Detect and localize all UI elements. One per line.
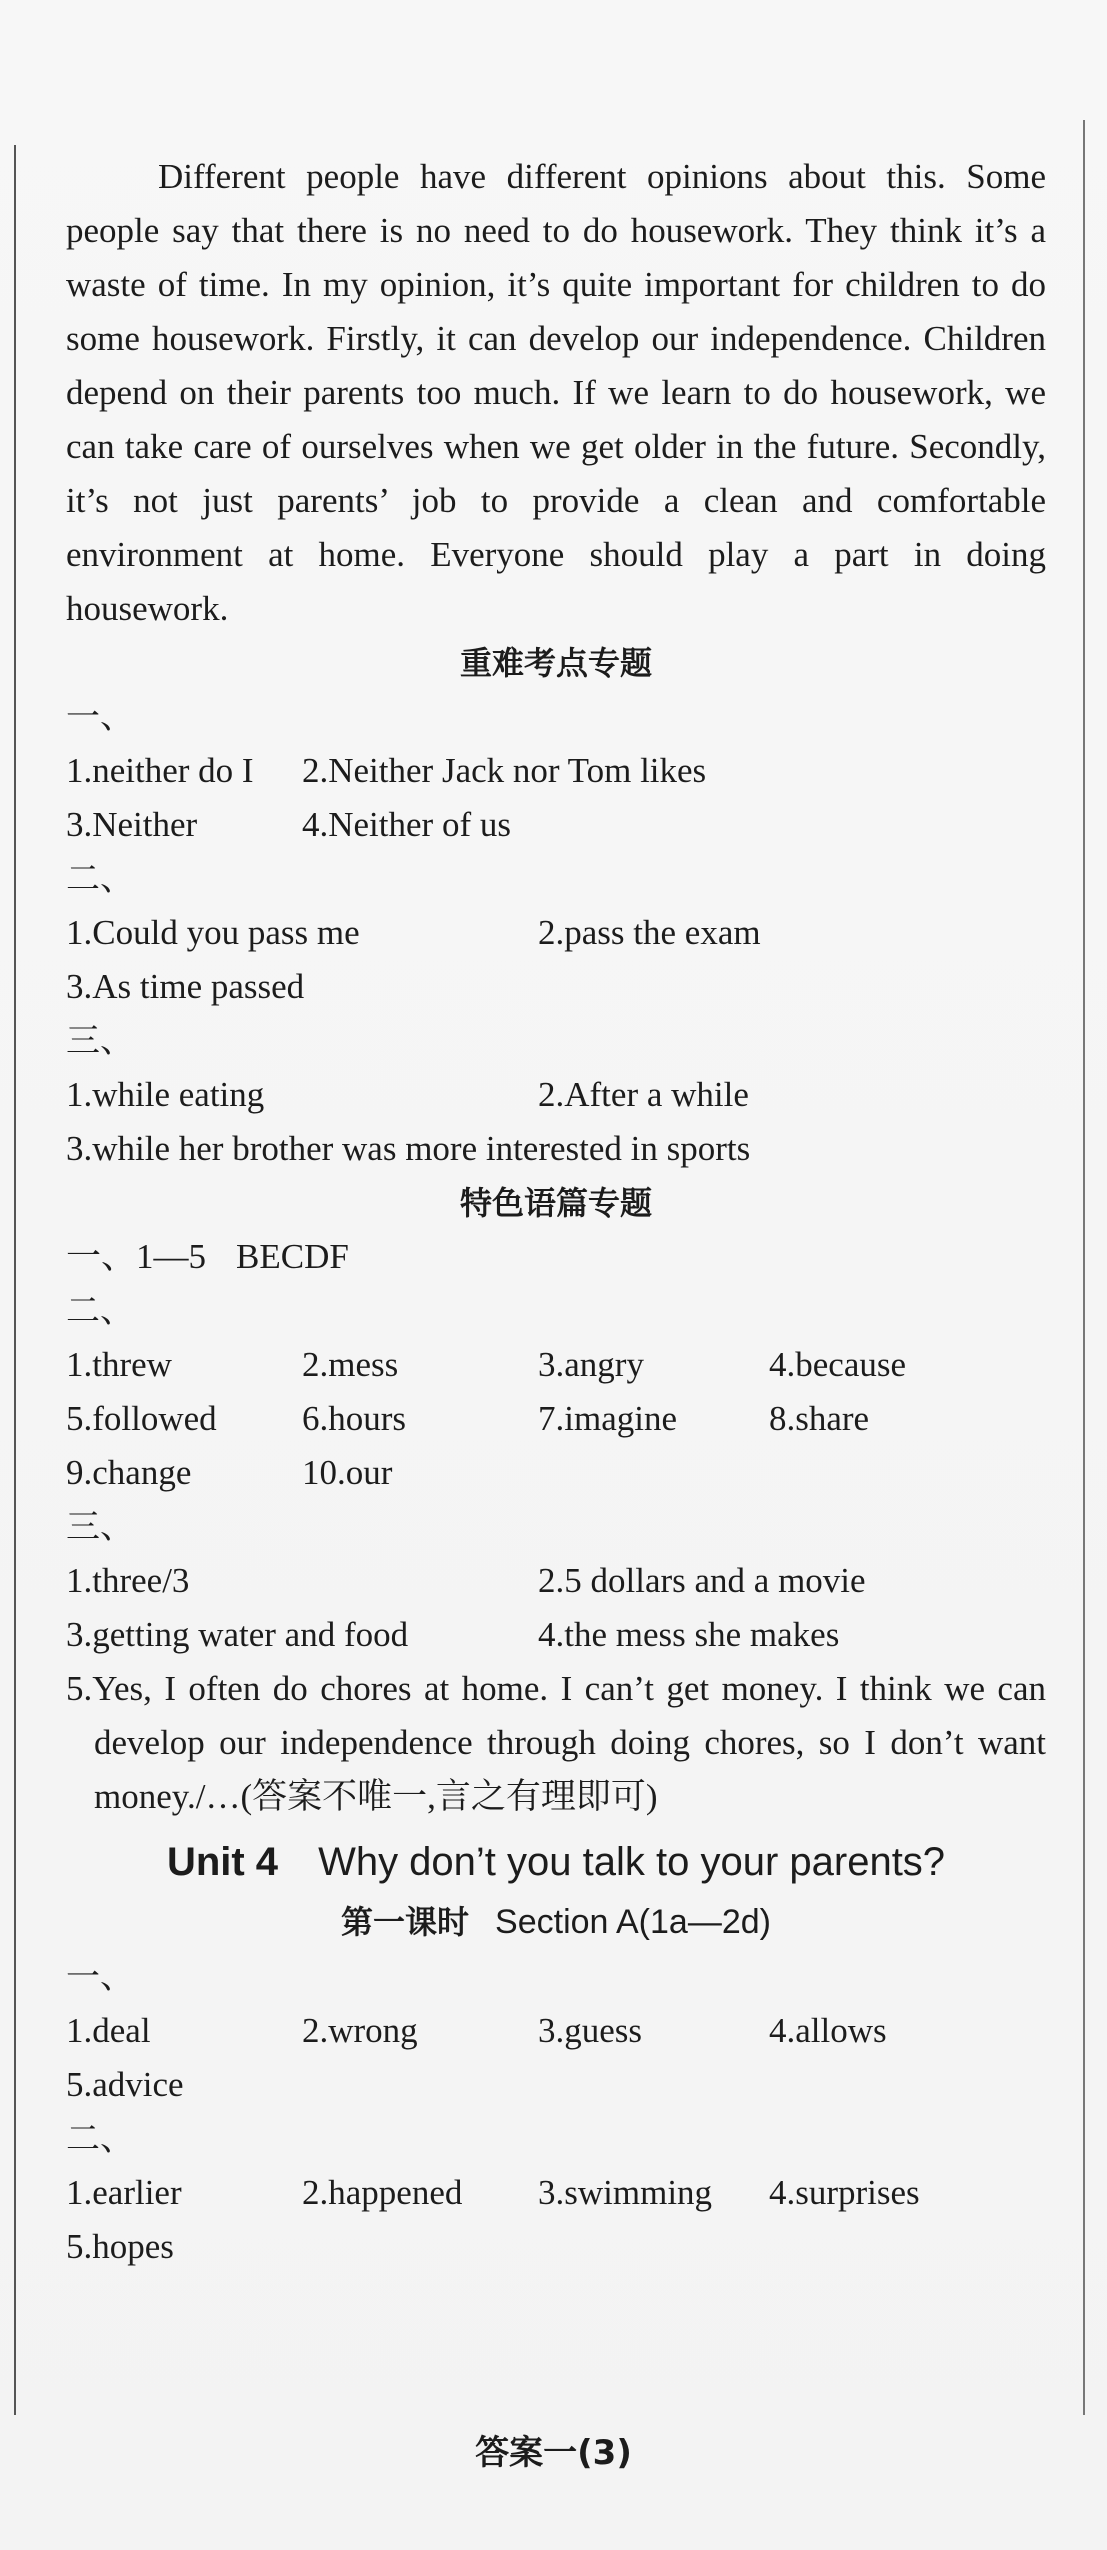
answer-item: 4.because (769, 1345, 907, 1384)
answer-item: 3.while her brother was more interested in sports (66, 1129, 751, 1168)
answer-item: 1.threw (66, 1345, 172, 1384)
answer-item: 4.surprises (769, 2173, 920, 2212)
unit-question: Why don’t you talk to your parents? (318, 1840, 946, 1884)
page-footer: 答案一(3) (475, 2433, 632, 2473)
answer-item: 3.swimming (538, 2173, 713, 2212)
answer-item: 3.Neither (66, 805, 198, 844)
section-label-1: 一、 (66, 697, 134, 737)
answer-item: 8.share (769, 1399, 870, 1438)
answer-row (66, 2220, 1046, 2274)
section-label-1: 一、 (66, 1957, 134, 1997)
answer-item: 1.neither do I (66, 751, 254, 790)
answer-content (66, 150, 1046, 2274)
section-label-2: 二、 (66, 2119, 134, 2159)
answer-item: 1.Could you pass me (66, 913, 360, 952)
section-label-1: 一、1—5 (66, 1237, 207, 1276)
answer-item: 4.the mess she makes (538, 1615, 840, 1654)
answer-row (66, 1392, 1046, 1446)
answer-item: 2.After a while (538, 1075, 749, 1114)
answer-item: 1.while eating (66, 1075, 265, 1114)
answer-item: BECDF (236, 1237, 349, 1276)
answer-item: 3.getting water and food (66, 1615, 409, 1654)
right-margin-rule (1083, 120, 1085, 2415)
topic-heading-reading: 特色语篇专题 (459, 1184, 652, 1222)
answer-item: 1.three/3 (66, 1561, 190, 1600)
answer-item: 9.change (66, 1453, 192, 1492)
answer-item: 10.our (302, 1453, 393, 1492)
essay-paragraph: Different people have different opinions about this. Some people say that there is no need to do housework. They think it’s a waste of time. In my opinion, it’s quite important for children to do some housework. Firstly, it can develop our independence. Children depend on their parents too much. If we learn to do housework, we can take care of ourselves when we get older in the future. Secondly, it’s not just parents’ job to provide a clean and comfortable environment at home. Everyone should play a part in doing housework. (66, 157, 1046, 628)
answer-row (66, 1068, 1046, 1122)
answer-item: 6.hours (302, 1399, 407, 1438)
topic-heading-key-points: 重难考点专题 (459, 644, 652, 682)
answer-row (66, 744, 1046, 798)
section-label-3: 三、 (66, 1021, 134, 1061)
answer-row (66, 2058, 1046, 2112)
answer-row (66, 1122, 1046, 1176)
lesson-title (66, 1894, 1046, 1950)
section-label-2: 二、 (66, 859, 134, 899)
answer-item: 2.mess (302, 1345, 399, 1384)
answer-item: 3.guess (538, 2011, 643, 2050)
answer-row (66, 2166, 1046, 2220)
answer-item: 3.angry (538, 1345, 644, 1384)
answer-item: 4.allows (769, 2011, 887, 2050)
answer-row (66, 1446, 1046, 1500)
answer-row (66, 2004, 1046, 2058)
answer-item: 4.Neither of us (302, 805, 511, 844)
answer-item: 2.5 dollars and a movie (538, 1561, 866, 1600)
section-label-3: 三、 (66, 1507, 134, 1547)
answer-row (66, 1608, 1046, 1662)
unit-title (66, 1830, 1046, 1894)
answer-item: 5.followed (66, 1399, 217, 1438)
answer-row (66, 1338, 1046, 1392)
answer-item: 2.happened (302, 2173, 463, 2212)
answer-item: 1.earlier (66, 2173, 182, 2212)
answer-item: 7.imagine (538, 1399, 677, 1438)
answer-item: 2.pass the exam (538, 913, 761, 952)
lesson-section: Section A(1a—2d) (495, 1903, 771, 1941)
section-label-2: 二、 (66, 1291, 134, 1331)
left-margin-rule (14, 145, 16, 2415)
answer-item: 5.hopes (66, 2227, 174, 2266)
answer-row (66, 960, 1046, 1014)
answer-item: 2.Neither Jack nor Tom likes (302, 751, 707, 790)
open-answer: 5.Yes, I often do chores at home. I can’t get money. I think we can develop our independence through doing chores, so I don’t want money./…(答案不唯一,言之有理即可) (66, 1669, 1046, 1816)
answer-row (66, 1230, 1046, 1284)
answer-item: 5.advice (66, 2065, 184, 2104)
answer-item: 3.As time passed (66, 967, 305, 1006)
answer-row (66, 1554, 1046, 1608)
answer-item: 1.deal (66, 2011, 151, 2050)
answer-item: 2.wrong (302, 2011, 418, 2050)
lesson-number: 第一课时 (341, 1903, 470, 1941)
answer-row (66, 798, 1046, 852)
answer-row (66, 906, 1046, 960)
unit-label: Unit 4 (166, 1840, 279, 1884)
